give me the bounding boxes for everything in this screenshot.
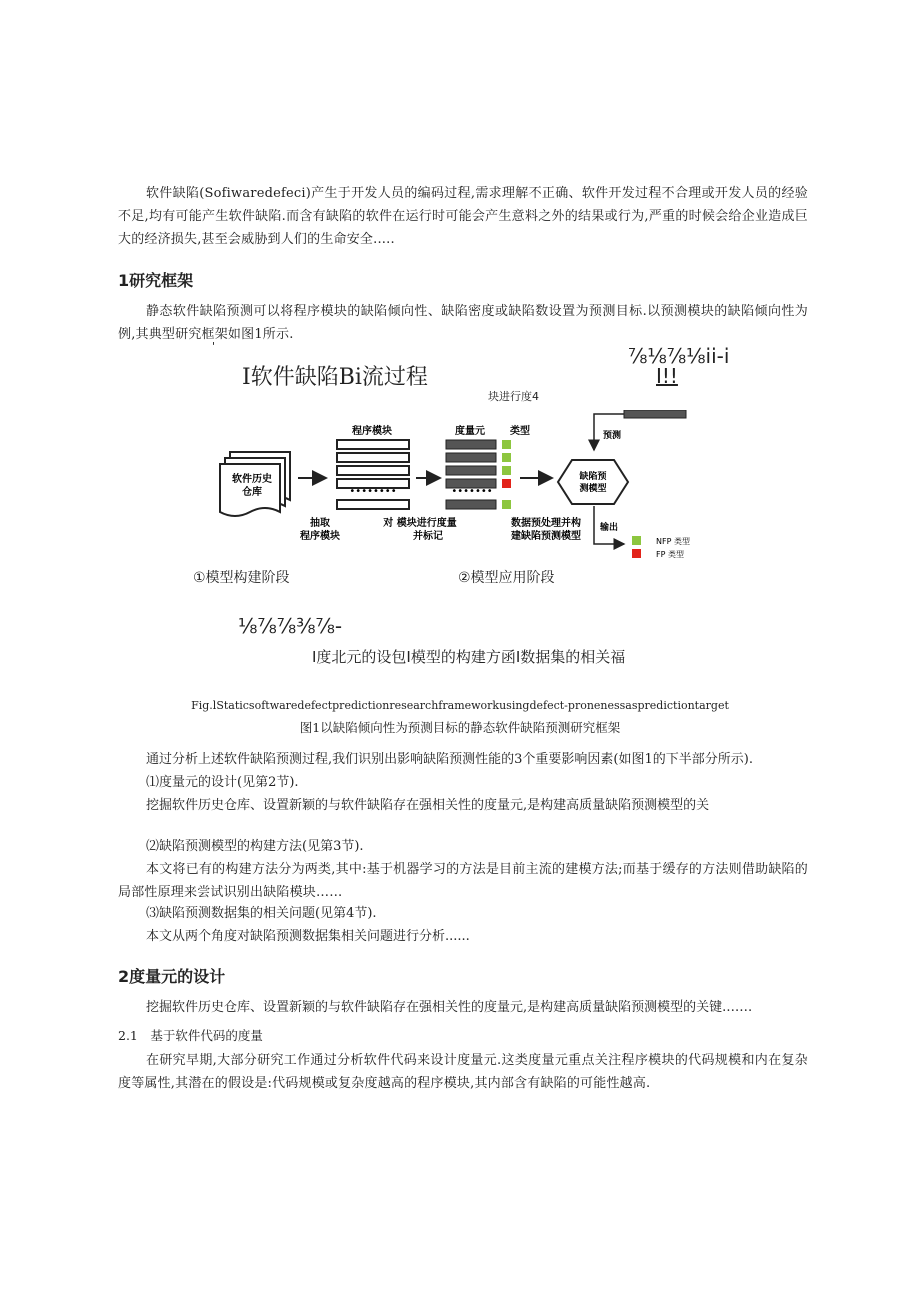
legend-fp-swatch (632, 549, 641, 558)
section-2-heading: 2度量元的设计 (118, 967, 226, 986)
metric-table (446, 440, 511, 509)
legend-fp-label: FP 类型 (656, 550, 684, 559)
figure-tick-mark: ' (212, 340, 216, 353)
analysis-item-3-text: 本文从两个角度对缺陷预测数据集相关问题进行分析...... (146, 929, 470, 944)
legend-nfp-label: NFP 类型 (656, 537, 690, 546)
program-module-stack (337, 440, 409, 509)
figure-title-right-line1: ⅞⅛⅞⅛ii-i (628, 344, 730, 368)
figure-bottom-labels: I度北元的设包I模型的构建方函I数据集的相关福 (312, 648, 626, 666)
figure-title-left: I软件缺陷Bi流过程 (242, 365, 428, 390)
section-1-heading: 1研究框架 (118, 271, 194, 290)
analysis-item-1: ⑴度量元的设计(见第2节). (146, 775, 299, 790)
stage-1-label: ①模型构建阶段 (193, 570, 290, 586)
section-2-1-paragraph: 在研究早期,大部分研究工作通过分析软件代码来设计度量元.这类度量元重点关注程序模块的代码规模和内在复杂度等属性,其潜在的假设是:代码规模或复杂度越高的程序模块,其内部含有缺陷的可能性越高. (118, 1053, 808, 1091)
analysis-item-2: ⑵缺陷预测模型的构建方法(见第3节). (146, 839, 364, 854)
svg-text:••••••••: •••••••• (349, 486, 397, 497)
legend-nfp-swatch (632, 536, 641, 545)
measure-label: 对 模块进行度量并标记 (383, 518, 457, 542)
analysis-item-2-text: 本文将已有的构建方法分为两类,其中:基于机器学习的方法是目前主流的建模方法;而基于缓存的方法则借助缺陷的局部性原理来尝试识别出缺陷模块…… (118, 862, 808, 900)
section-1-paragraph: 静态软件缺陷预测可以将程序模块的缺陷倾向性、缺陷密度或缺陷数设置为预测目标.以预测模块的缺陷倾向性为例,其典型研究框架如图1所示. (118, 304, 808, 342)
section-2-paragraph: 挖掘软件历史仓库、设置新颖的与软件缺陷存在强相关性的度量元,是构建高质量缺陷预测模型的关键.…… (146, 1000, 753, 1015)
analysis-intro: 通过分析上述软件缺陷预测过程,我们识别出影响缺陷预测性能的3个重要影响因素(如图1的下半部分所示). (146, 752, 753, 767)
output-label: 输出 (600, 523, 619, 533)
figure-module-degree: 块进行度4 (488, 390, 539, 403)
type-label: 类型 (510, 426, 530, 437)
framework-diagram (0, 410, 920, 650)
intro-paragraph: 软件缺陷(Sofiwaredefeci)产生于开发人员的编码过程,需求理解不正确、软件开发过程不合理或开发人员的经验不足,均有可能产生软件缺陷.而含有缺陷的软件在运行时可能会产生意料之外的结果或行为,严重的时候会给企业造成巨大的经济损失,甚至会威胁到人们的生命安全..... (118, 186, 808, 247)
model-box-label: 缺陷预测模型 (579, 472, 607, 494)
program-modules-label: 程序模块 (352, 426, 392, 437)
analysis-item-1-text: 挖掘软件历史仓库、设置新颖的与软件缺陷存在强相关性的度量元,是构建高质量缺陷预测模型的关 (146, 798, 710, 813)
caption-english: Fig.lStaticsoftwaredefectpredictionresearchframeworkusingdefect-pronenessaspredictiontarget (191, 699, 729, 712)
defect-model-box (558, 460, 628, 504)
caption-chinese: 图1以缺陷倾向性为预测目标的静态软件缺陷预测研究框架 (299, 720, 621, 735)
figure-title-right-line2: I!! (656, 364, 678, 388)
preprocess-label: 数据预处理并构建缺陷预测模型 (511, 518, 581, 542)
predict-label: 预测 (603, 431, 622, 441)
svg-text:•••••••: ••••••• (451, 486, 493, 497)
new-module-bar (624, 410, 686, 418)
metrics-label: 度量元 (455, 426, 485, 437)
extract-label: 抽取程序模块 (300, 518, 340, 542)
stage-2-label: ②模型应用阶段 (458, 570, 555, 586)
figure-bottom-code: ⅛⅞⅞⅜⅞- (238, 614, 343, 638)
section-2-1-heading: 2.1 基于软件代码的度量 (118, 1028, 263, 1043)
repo-label: 软件历史仓库 (232, 474, 272, 498)
analysis-item-3: ⑶缺陷预测数据集的相关问题(见第4节). (146, 906, 377, 921)
